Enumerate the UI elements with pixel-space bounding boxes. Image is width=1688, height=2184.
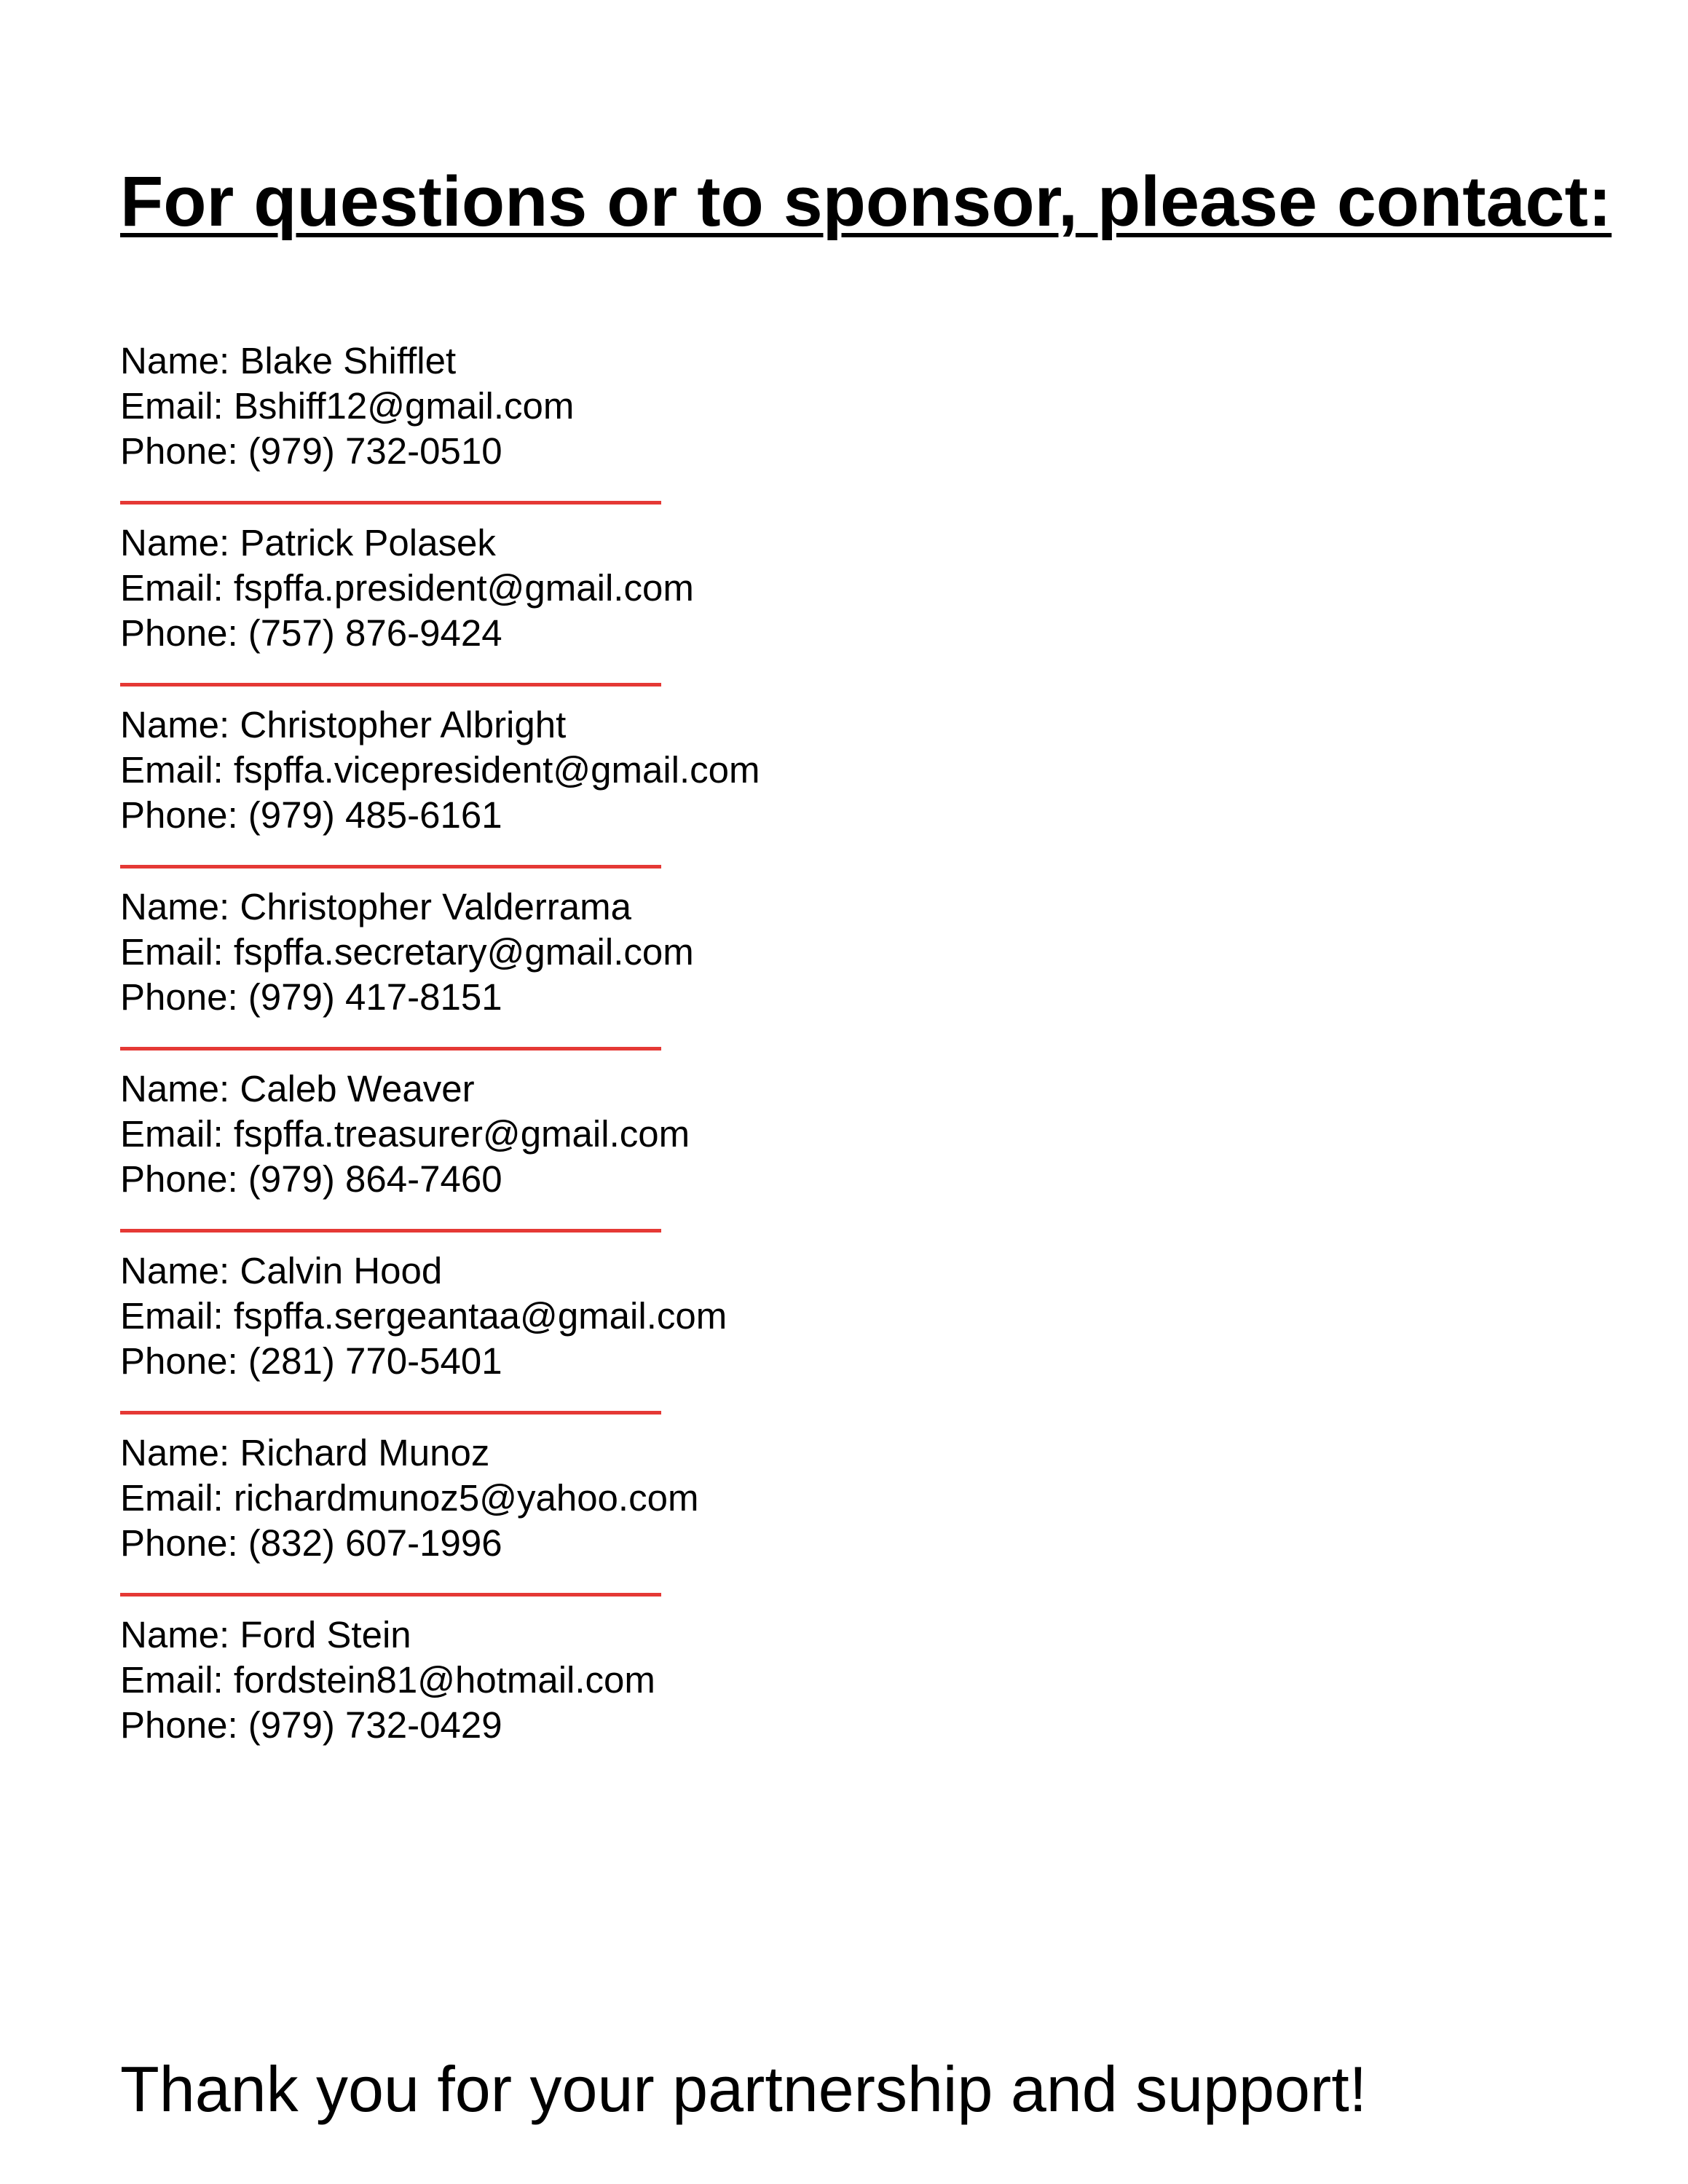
contact-list: [120, 339, 1140, 1795]
contact-email: Email: fspffa.vicepresident@gmail.com: [120, 749, 760, 791]
contact-email: Email: Bshiff12@gmail.com: [120, 385, 575, 427]
contact-email: Email: fspffa.treasurer@gmail.com: [120, 1113, 690, 1155]
contact-email: Email: richardmunoz5@yahoo.com: [120, 1477, 699, 1519]
contact-divider: [120, 683, 661, 687]
contact-divider: [120, 1047, 661, 1051]
contact-entry: [120, 1249, 1140, 1431]
page-heading: For questions or to sponsor, please contact:: [120, 162, 1612, 241]
contact-phone: Phone: (979) 732-0429: [120, 1704, 502, 1746]
contact-phone: Phone: (832) 607-1996: [120, 1522, 502, 1564]
contact-entry: [120, 1067, 1140, 1249]
contact-entry: [120, 885, 1140, 1067]
contact-phone: Phone: (979) 864-7460: [120, 1158, 502, 1200]
thank-you-message: Thank you for your partnership and support!: [120, 2053, 1368, 2125]
contact-phone: Phone: (281) 770-5401: [120, 1340, 502, 1382]
contact-email: Email: fspffa.secretary@gmail.com: [120, 931, 694, 973]
contact-name: Name: Christopher Albright: [120, 704, 567, 745]
contact-divider: [120, 501, 661, 505]
contact-entry: [120, 1613, 1140, 1795]
contact-name: Name: Patrick Polasek: [120, 522, 496, 563]
contact-divider: [120, 1229, 661, 1233]
contact-name: Name: Caleb Weaver: [120, 1068, 475, 1109]
contact-name: Name: Blake Shifflet: [120, 340, 457, 381]
contact-email: Email: fordstein81@hotmail.com: [120, 1659, 655, 1701]
contact-divider: [120, 1593, 661, 1597]
contact-divider: [120, 865, 661, 869]
contact-phone: Phone: (757) 876-9424: [120, 612, 502, 654]
contact-name: Name: Richard Munoz: [120, 1432, 490, 1473]
contact-entry: [120, 521, 1140, 703]
contact-divider: [120, 1411, 661, 1415]
contact-entry: [120, 339, 1140, 521]
contact-name: Name: Calvin Hood: [120, 1250, 443, 1291]
contact-phone: Phone: (979) 485-6161: [120, 794, 502, 836]
contact-name: Name: Ford Stein: [120, 1614, 411, 1655]
contact-email: Email: fspffa.president@gmail.com: [120, 567, 694, 609]
contact-phone: Phone: (979) 417-8151: [120, 976, 502, 1018]
contact-email: Email: fspffa.sergeantaa@gmail.com: [120, 1295, 727, 1337]
contact-phone: Phone: (979) 732-0510: [120, 430, 502, 472]
contact-name: Name: Christopher Valderrama: [120, 886, 631, 927]
contact-entry: [120, 703, 1140, 885]
contact-entry: [120, 1431, 1140, 1613]
